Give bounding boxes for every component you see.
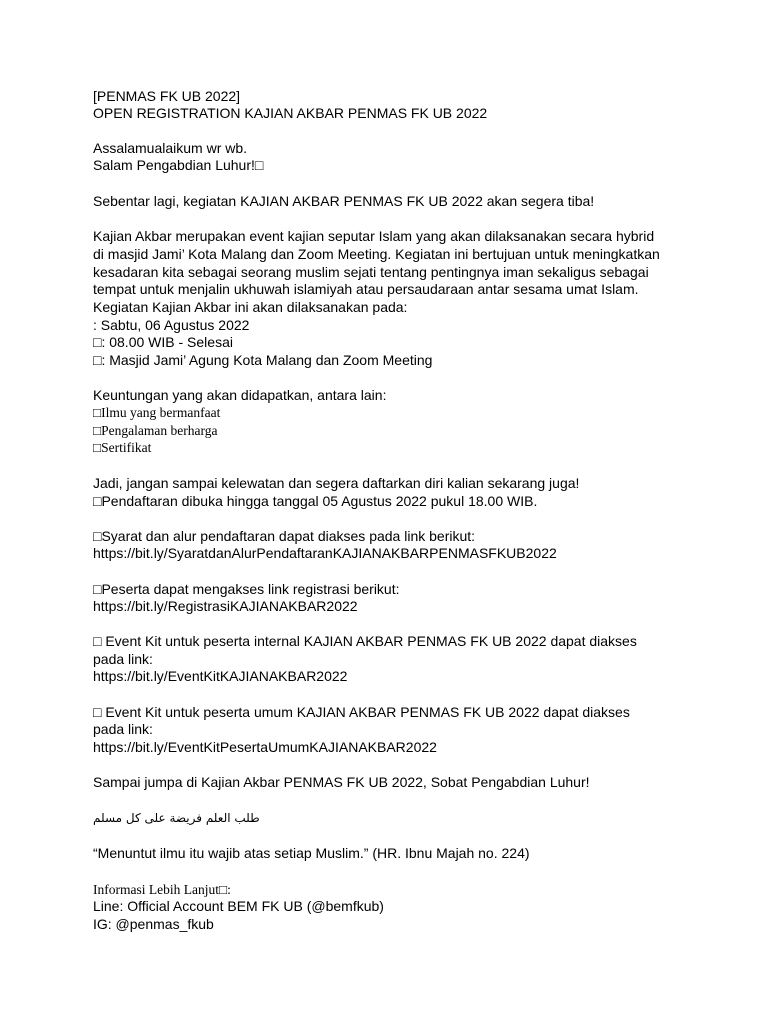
description-line: Kegiatan Kajian Akbar ini akan dilaksanakan pada: <box>93 299 408 315</box>
syarat-link[interactable]: https://bit.ly/SyaratdanAlurPendaftaranKAJIANAKBARPENMASFKUB2022 <box>93 545 557 561</box>
intro-text: Sebentar lagi, kegiatan KAJIAN AKBAR PENMAS FK UB 2022 akan segera tiba! <box>93 193 595 209</box>
header-tag: [PENMAS FK UB 2022] <box>93 88 241 104</box>
kit-umum-label-cont: pada link: <box>93 721 153 737</box>
description-line: tempat untuk menjalin ukhuwah islamiyah atau persaudaraan antar sesama umat Islam. <box>93 281 639 297</box>
kit-umum-label: □ Event Kit untuk peserta umum KAJIAN AKBAR PENMAS FK UB 2022 dapat diakses <box>93 704 630 720</box>
benefits-heading: Keuntungan yang akan didapatkan, antara lain: <box>93 387 387 403</box>
registrasi-link[interactable]: https://bit.ly/RegistrasiKAJIANAKBAR2022 <box>93 598 358 614</box>
cta-text: Jadi, jangan sampai kelewatan dan segera daftarkan diri kalian sekarang juga! <box>93 475 580 491</box>
registrasi-label: □Peserta dapat mengakses link registrasi berikut: <box>93 581 400 597</box>
greeting-motto: Salam Pengabdian Luhur!□ <box>93 157 264 173</box>
description-line: kesadaran kita sebagai seorang muslim sejati tentang pentingnya iman sekaligus sebagai <box>93 264 649 280</box>
description-line: Kajian Akbar merupakan event kajian seputar Islam yang akan dilaksanakan secara hybrid <box>93 228 655 244</box>
benefit-item: □Ilmu yang bermanfaat <box>93 405 221 420</box>
hadith-arabic: طلب العلم فريضة على كل مسلم <box>93 811 260 825</box>
description-line: di masjid Jami’ Kota Malang dan Zoom Meeting. Kegiatan ini bertujuan untuk meningkatkan <box>93 246 660 262</box>
contact-ig: IG: @penmas_fkub <box>93 916 214 932</box>
kit-umum-link[interactable]: https://bit.ly/EventKitPesertaUmumKAJIANAKBAR2022 <box>93 739 437 755</box>
benefit-item: □Pengalaman berharga <box>93 423 218 438</box>
contact-line: Line: Official Account BEM FK UB (@bemfkub) <box>93 898 384 914</box>
syarat-label: □Syarat dan alur pendaftaran dapat diakses pada link berikut: <box>93 528 476 544</box>
schedule-place: □: Masjid Jami’ Agung Kota Malang dan Zoom Meeting <box>93 352 433 368</box>
schedule-time: □: 08.00 WIB - Selesai <box>93 334 233 350</box>
registration-deadline: □Pendaftaran dibuka hingga tanggal 05 Agustus 2022 pukul 18.00 WIB. <box>93 493 538 509</box>
benefit-item: □Sertifikat <box>93 440 152 455</box>
contact-heading: Informasi Lebih Lanjut□: <box>93 882 231 897</box>
kit-internal-label-cont: pada link: <box>93 651 153 667</box>
closing-text: Sampai jumpa di Kajian Akbar PENMAS FK UB 2022, Sobat Pengabdian Luhur! <box>93 774 590 790</box>
greeting-salam: Assalamualaikum wr wb. <box>93 140 248 156</box>
kit-internal-label: □ Event Kit untuk peserta internal KAJIAN AKBAR PENMAS FK UB 2022 dapat diakses <box>93 633 637 649</box>
hadith-translation: “Menuntut ilmu itu wajib atas setiap Muslim.” (HR. Ibnu Majah no. 224) <box>93 845 530 861</box>
page-title: OPEN REGISTRATION KAJIAN AKBAR PENMAS FK UB 2022 <box>93 105 488 121</box>
schedule-date: : Sabtu, 06 Agustus 2022 <box>93 317 250 333</box>
kit-internal-link[interactable]: https://bit.ly/EventKitKAJIANAKBAR2022 <box>93 668 348 684</box>
